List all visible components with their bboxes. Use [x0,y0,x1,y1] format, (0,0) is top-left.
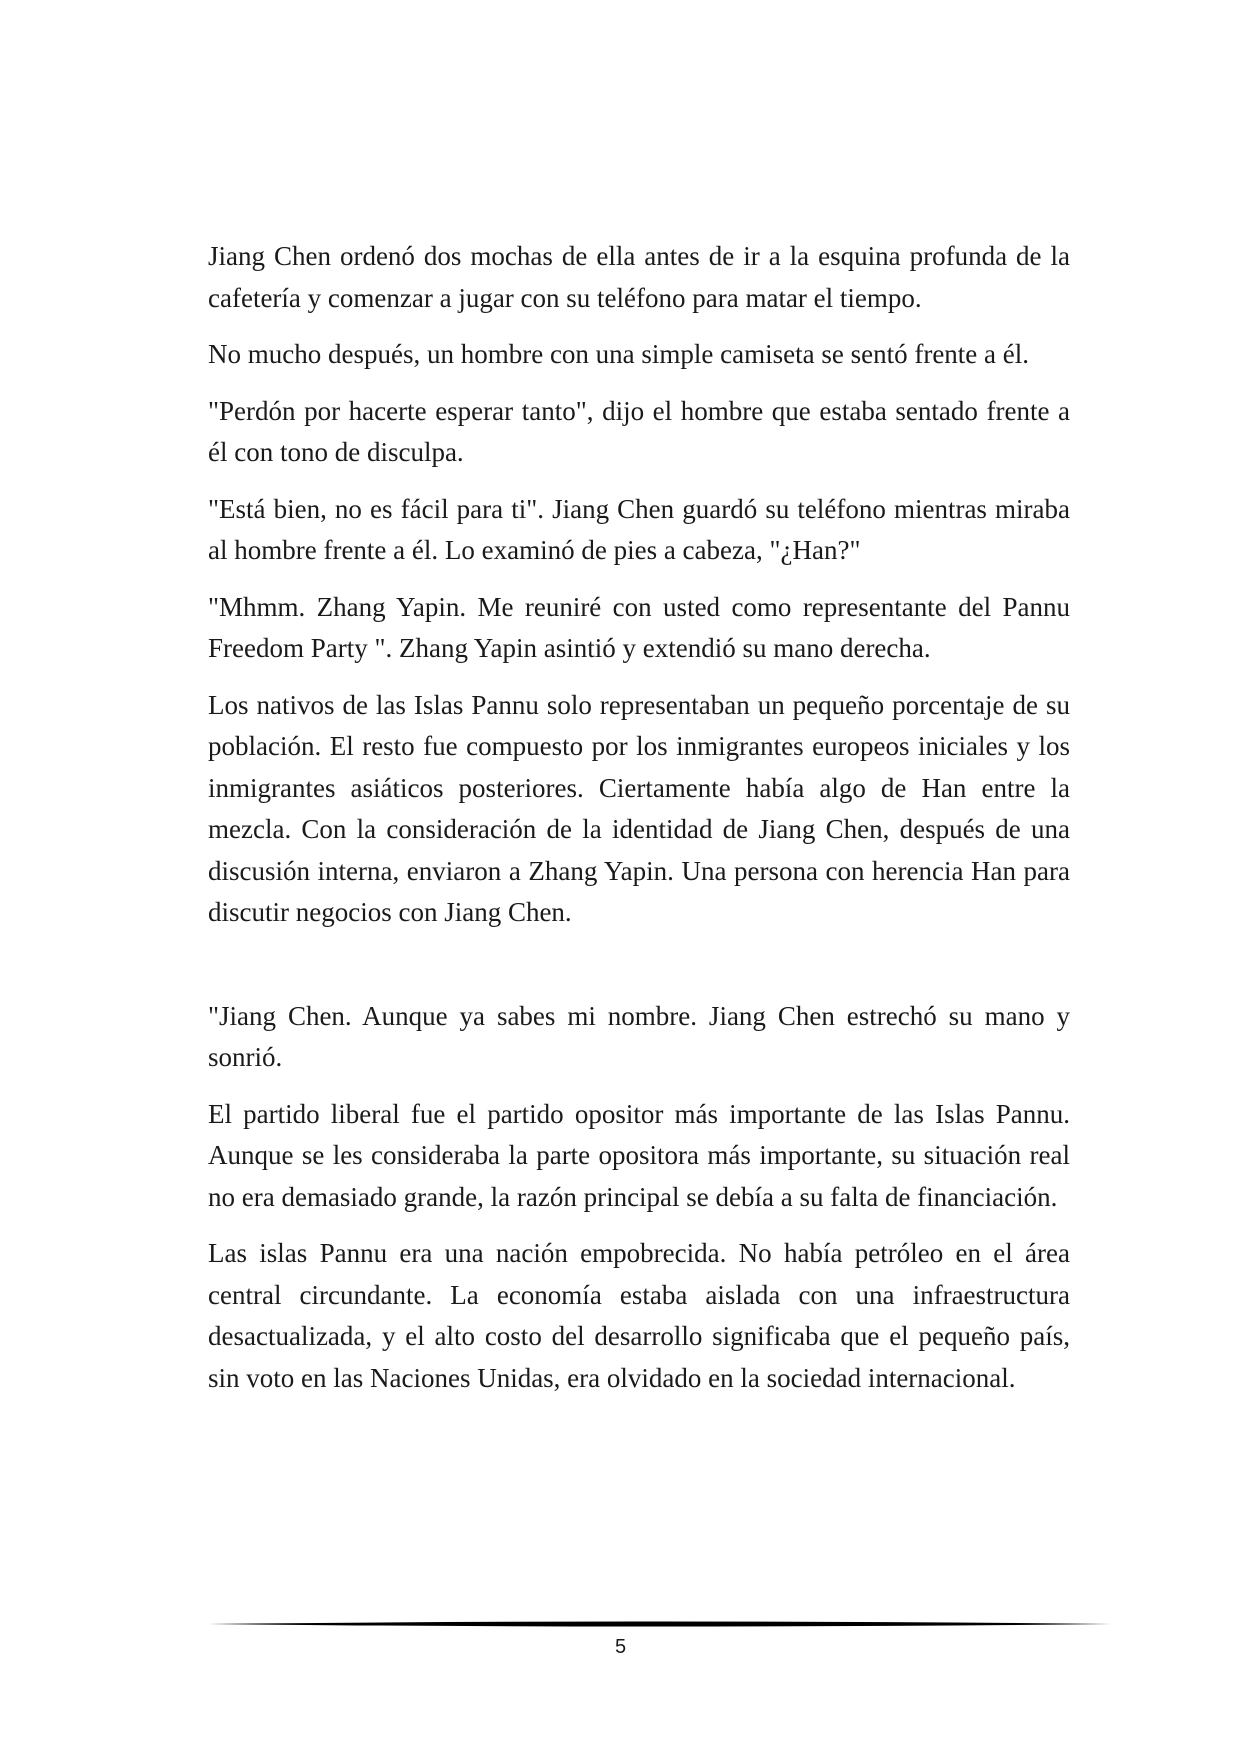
paragraph: No mucho después, un hombre con una simple camiseta se sentó frente a él. [208,339,1030,369]
paragraph: "Jiang Chen. Aunque ya sabes mi nombre. Jiang Chen estrechó su mano y sonrió. [208,1000,1070,1072]
paragraph: Los nativos de las Islas Pannu solo representaban un pequeño porcentaje de su población. El resto fue compuesto por los inmigrantes europeos iniciales y los inmigrantes asiáticos posteriores. Ciertamente había algo de Han entre la mezcla. Con la consideración de la identidad de Jiang Chen, después de una discusión interna, enviaron a Zhang Yapin. Una persona con herencia Han para discutir negocios con Jiang Chen. [208,689,1070,927]
paragraph: "Está bien, no es fácil para ti". Jiang Chen guardó su teléfono mientras miraba al hombre frente a él. Lo examinó de pies a cabeza, "¿Han?" [208,493,1070,565]
footer-divider [208,1618,1112,1630]
paragraph: Las islas Pannu era una nación empobrecida. No había petróleo en el área central circundante. La economía estaba aislada con una infraestructura desactualizada, y el alto costo del desarrollo significaba que el pequeño país, sin voto en las Naciones Unidas, era olvidado en la sociedad internacional. [208,1238,1070,1393]
body-text [208,236,1070,1414]
paragraph: El partido liberal fue el partido opositor más importante de las Islas Pannu. Aunque se les consideraba la parte opositora más importante, su situación real no era demasiado grande, la razón principal se debía a su falta de financiación. [208,1098,1070,1212]
paragraph: "Perdón por hacerte esperar tanto", dijo el hombre que estaba sentado frente a él con tono de disculpa. [208,395,1070,467]
page-number: 5 [614,1636,627,1658]
paragraph: Jiang Chen ordenó dos mochas de ella antes de ir a la esquina profunda de la cafetería y comenzar a jugar con su teléfono para matar el tiempo. [208,241,1070,313]
paragraph: "Mhmm. Zhang Yapin. Me reuniré con usted como representante del Pannu Freedom Party ". Zhang Yapin asintió y extendió su mano derecha. [208,591,1070,663]
